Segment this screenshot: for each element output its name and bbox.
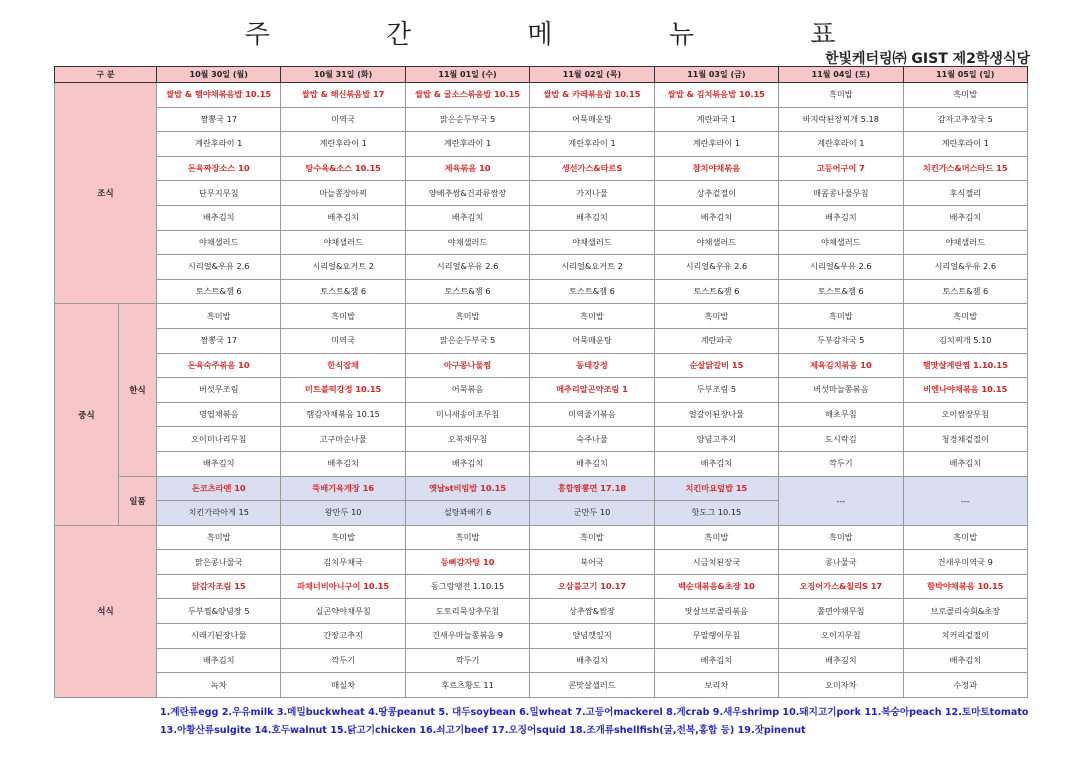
menu-item: 계란후라이 1 — [903, 132, 1027, 157]
menu-item: 오징어가스&칠리S 17 — [779, 574, 903, 599]
menu-item: 토스트&잼 6 — [157, 279, 281, 304]
menu-item: 배추김치 — [903, 205, 1027, 230]
menu-item: 미역줄기볶음 — [530, 402, 654, 427]
menu-item: 참치야채볶음 — [654, 156, 778, 181]
day-header: 11월 04일 (토) — [779, 67, 903, 83]
menu-item: 비엔나야채볶음 10.15 — [903, 378, 1027, 403]
menu-item: 토스트&잼 6 — [530, 279, 654, 304]
menu-item: 버섯무조림 — [157, 378, 281, 403]
menu-item: 배추김치 — [157, 205, 281, 230]
menu-item: 북어국 — [530, 550, 654, 575]
menu-item: 배추김치 — [281, 451, 405, 476]
menu-body — [55, 83, 1028, 698]
menu-item: 깍두기 — [779, 451, 903, 476]
menu-item: 햄맛살계란찜 1.10.15 — [903, 353, 1027, 378]
menu-item: 짬뽕국 17 — [157, 328, 281, 353]
menu-item: 맛살브로콜리볶음 — [654, 599, 778, 624]
menu-row — [55, 673, 1028, 698]
menu-item: 메추리알곤약조림 1 — [530, 378, 654, 403]
menu-item: 치킨가스&머스타드 15 — [903, 156, 1027, 181]
menu-row — [55, 451, 1028, 476]
legend-line: 13.아황산류sulgite 14.호두walnut 15.닭고기chicken 16.쇠고기beef 17.오징어squid 18.조개류shellfish(굴,전복,홍합 등) 19.잣pinenut — [160, 724, 806, 736]
menu-item: 쌀밥 & 햄야채볶음밥 10.15 — [157, 83, 281, 108]
menu-item: 매실차 — [281, 673, 405, 698]
menu-item: 쌀밥 & 해신볶음밥 17 — [281, 83, 405, 108]
menu-item: 고등어구이 7 — [779, 156, 903, 181]
menu-item: 고구마순나물 — [281, 427, 405, 452]
menu-item: 야채샐러드 — [157, 230, 281, 255]
menu-item: 아구콩나물찜 — [405, 353, 529, 378]
menu-row — [55, 132, 1028, 157]
menu-item: 배추김치 — [405, 451, 529, 476]
menu-row — [55, 156, 1028, 181]
menu-row — [55, 255, 1028, 280]
menu-item: --- — [779, 476, 903, 525]
menu-row — [55, 427, 1028, 452]
menu-item: 브로콜리숙회&초장 — [903, 599, 1027, 624]
menu-item: 제육김치볶음 10 — [779, 353, 903, 378]
day-header: 10월 30일 (월) — [157, 67, 281, 83]
menu-item: 흑미밥 — [281, 304, 405, 329]
menu-item: 배추김치 — [779, 648, 903, 673]
menu-item: 계란파국 1 — [654, 107, 778, 132]
menu-item: 얼갈이된장나물 — [654, 402, 778, 427]
menu-item: 흑미밥 — [530, 304, 654, 329]
menu-item: 청경채겉절이 — [903, 427, 1027, 452]
menu-row — [55, 402, 1028, 427]
menu-item: 배추김치 — [654, 451, 778, 476]
menu-item: 계란후라이 1 — [281, 132, 405, 157]
menu-item: 계란후라이 1 — [530, 132, 654, 157]
menu-row — [55, 107, 1028, 132]
menu-item: 야채샐러드 — [779, 230, 903, 255]
menu-row — [55, 476, 1028, 501]
menu-item: 단무지무침 — [157, 181, 281, 206]
menu-item: 양념고추지 — [654, 427, 778, 452]
menu-item: 감자고추장국 5 — [903, 107, 1027, 132]
menu-item: 상추쌈&쌈장 — [530, 599, 654, 624]
menu-item: 미니새송이조무침 — [405, 402, 529, 427]
menu-item: 흑미밥 — [903, 83, 1027, 108]
menu-item: 오삼불고기 10.17 — [530, 574, 654, 599]
menu-item: 제육볶음 10 — [405, 156, 529, 181]
menu-item: 배추김치 — [654, 648, 778, 673]
menu-item: 토스트&잼 6 — [281, 279, 405, 304]
menu-item: 토스트&잼 6 — [405, 279, 529, 304]
meal-label-breakfast: 조식 — [55, 83, 157, 304]
menu-item: 어묵볶음 — [405, 378, 529, 403]
menu-item: 시리얼&우유 2.6 — [405, 255, 529, 280]
menu-item: 도시락김 — [779, 427, 903, 452]
menu-row — [55, 525, 1028, 550]
menu-row — [55, 624, 1028, 649]
menu-item: 바지락된장찌개 5.18 — [779, 107, 903, 132]
menu-item: 쫄면야채무침 — [779, 599, 903, 624]
menu-item: 야채샐러드 — [530, 230, 654, 255]
day-header: 10월 31일 (화) — [281, 67, 405, 83]
menu-item: 후르츠황도 11 — [405, 673, 529, 698]
menu-item: 배추김치 — [654, 205, 778, 230]
meal-label-ilpum: 일품 — [119, 476, 157, 525]
menu-item: 흑미밥 — [779, 525, 903, 550]
menu-item: 시금치된장국 — [654, 550, 778, 575]
menu-item: 햄감자채볶음 10.15 — [281, 402, 405, 427]
menu-row — [55, 328, 1028, 353]
menu-item: 배추김치 — [157, 451, 281, 476]
menu-item: 야채샐러드 — [405, 230, 529, 255]
menu-item: 수정과 — [903, 673, 1027, 698]
menu-item: 배추김치 — [903, 451, 1027, 476]
menu-item: 흑미밥 — [157, 525, 281, 550]
menu-item: 순살닭갈비 15 — [654, 353, 778, 378]
menu-item: 쌀밥 & 김치볶음밥 10.15 — [654, 83, 778, 108]
menu-item: 배추김치 — [281, 205, 405, 230]
menu-item: 설탕꽈배기 6 — [405, 501, 529, 526]
menu-item: 토스트&잼 6 — [654, 279, 778, 304]
menu-item: 흑미밥 — [530, 525, 654, 550]
menu-row — [55, 550, 1028, 575]
menu-item: 오복채무침 — [405, 427, 529, 452]
menu-item: 돈육짜장소스 10 — [157, 156, 281, 181]
menu-item: 핫도그 10.15 — [654, 501, 778, 526]
menu-row — [55, 353, 1028, 378]
menu-item: 양배추쌈&건과류쌈장 — [405, 181, 529, 206]
menu-item: 콘맛살샐러드 — [530, 673, 654, 698]
day-header: 11월 02일 (목) — [530, 67, 654, 83]
menu-item: 매콤콩나물무침 — [779, 181, 903, 206]
menu-item: 숙주나물 — [530, 427, 654, 452]
menu-item: 녹차 — [157, 673, 281, 698]
menu-item: 후식젤리 — [903, 181, 1027, 206]
legend-line: 1.계란류egg 2.우유milk 3.메밀buckwheat 4.땅콩peanut 5. 대두soybean 6.밀wheat 7.고등어mackerel 8.게crab 9.새우shrimp 10.돼지고기pork 11.복숭아peach 12.토마토tomato — [160, 707, 1029, 718]
menu-item: 시리얼&우유 2.6 — [157, 255, 281, 280]
menu-row — [55, 599, 1028, 624]
menu-item: 닭감자조림 15 — [157, 574, 281, 599]
day-header: 11월 03일 (금) — [654, 67, 778, 83]
menu-item: 계란후라이 1 — [654, 132, 778, 157]
meal-label-lunch: 중식 — [55, 304, 119, 525]
menu-item: 건새우마늘쫑볶음 9 — [405, 624, 529, 649]
menu-row — [55, 648, 1028, 673]
menu-row — [55, 279, 1028, 304]
menu-item: 치킨마요덮밥 15 — [654, 476, 778, 501]
menu-item: 흑미밥 — [654, 525, 778, 550]
meal-label-korean: 한식 — [119, 304, 157, 476]
menu-item: 두부조림 5 — [654, 378, 778, 403]
menu-item: 가지나물 — [530, 181, 654, 206]
menu-item: 배추김치 — [530, 648, 654, 673]
menu-item: 버섯마늘쫑볶음 — [779, 378, 903, 403]
menu-item: 시리얼&우유 2.6 — [779, 255, 903, 280]
menu-item: 야채샐러드 — [903, 230, 1027, 255]
menu-item: 백순대볶음&초장 10 — [654, 574, 778, 599]
menu-item: 계란후라이 1 — [157, 132, 281, 157]
menu-item: 배추김치 — [530, 205, 654, 230]
menu-row — [55, 205, 1028, 230]
menu-item: --- — [903, 476, 1027, 525]
menu-item: 왕만두 10 — [281, 501, 405, 526]
menu-item: 흑미밥 — [903, 525, 1027, 550]
menu-item: 배추김치 — [779, 205, 903, 230]
menu-item: 배추김치 — [530, 451, 654, 476]
menu-item: 어묵매운탕 — [530, 328, 654, 353]
menu-item: 미역국 — [281, 328, 405, 353]
menu-item: 무말랭이무침 — [654, 624, 778, 649]
menu-item: 두부감자국 5 — [779, 328, 903, 353]
menu-item: 어묵매운탕 — [530, 107, 654, 132]
menu-item: 오이지무침 — [779, 624, 903, 649]
menu-item: 실곤약야채무침 — [281, 599, 405, 624]
menu-row — [55, 230, 1028, 255]
meal-label-dinner: 석식 — [55, 525, 157, 697]
menu-item: 흑미밥 — [779, 304, 903, 329]
menu-item: 맑은순두부국 5 — [405, 328, 529, 353]
header-row — [55, 67, 1028, 83]
menu-item: 시리얼&요거트 2 — [530, 255, 654, 280]
menu-item: 치커리겉절이 — [903, 624, 1027, 649]
menu-item: 상추겉절이 — [654, 181, 778, 206]
menu-item: 시리얼&요거트 2 — [281, 255, 405, 280]
menu-item: 명엽채볶음 — [157, 402, 281, 427]
menu-item: 시리얼&우유 2.6 — [654, 255, 778, 280]
menu-item: 등뼈감자탕 10 — [405, 550, 529, 575]
menu-item: 배추김치 — [157, 648, 281, 673]
menu-item: 두부찜&양념장 5 — [157, 599, 281, 624]
menu-item: 짬뽕국 17 — [157, 107, 281, 132]
menu-item: 맑은콩나물국 — [157, 550, 281, 575]
organization-name: 한빛케터링㈜ GIST 제2학생식당 — [824, 51, 1030, 67]
menu-item: 깍두기 — [281, 648, 405, 673]
menu-item: 오미자차 — [779, 673, 903, 698]
menu-row — [55, 304, 1028, 329]
menu-row — [55, 574, 1028, 599]
menu-item: 배추김치 — [903, 648, 1027, 673]
menu-item: 함박야채볶음 10.15 — [903, 574, 1027, 599]
menu-item: 군만두 10 — [530, 501, 654, 526]
menu-item: 파채너비아니구이 10.15 — [281, 574, 405, 599]
menu-item: 마늘쫑장아찌 — [281, 181, 405, 206]
menu-item: 오이미나리무침 — [157, 427, 281, 452]
menu-item: 도토리묵상추무침 — [405, 599, 529, 624]
menu-item: 토스트&잼 6 — [779, 279, 903, 304]
menu-item: 건새우미역국 9 — [903, 550, 1027, 575]
menu-item: 양념깻잎지 — [530, 624, 654, 649]
menu-item: 야채샐러드 — [654, 230, 778, 255]
menu-item: 깍두기 — [405, 648, 529, 673]
menu-item: 보리차 — [654, 673, 778, 698]
day-header: 11월 01일 (수) — [405, 67, 529, 83]
menu-item: 생선가스&타르S — [530, 156, 654, 181]
menu-item: 야채샐러드 — [281, 230, 405, 255]
menu-item: 계란후라이 1 — [779, 132, 903, 157]
category-header: 구 분 — [55, 67, 157, 83]
menu-item: 간장고추지 — [281, 624, 405, 649]
menu-item: 흑미밥 — [405, 525, 529, 550]
menu-item: 홍합짬뽕면 17.18 — [530, 476, 654, 501]
menu-item: 계란파국 — [654, 328, 778, 353]
menu-item: 김치무채국 — [281, 550, 405, 575]
menu-item: 쌀밥 & 굴소스볶음밥 10.15 — [405, 83, 529, 108]
day-header: 11월 05일 (일) — [903, 67, 1027, 83]
menu-item: 미트볼떡강정 10.15 — [281, 378, 405, 403]
menu-item: 계란후라이 1 — [405, 132, 529, 157]
menu-item: 오이쌈장무침 — [903, 402, 1027, 427]
weekly-menu-table — [54, 66, 1028, 698]
menu-item: 돈코츠라멘 10 — [157, 476, 281, 501]
menu-row — [55, 181, 1028, 206]
menu-item: 치킨가라아게 15 — [157, 501, 281, 526]
menu-item: 한식잡채 — [281, 353, 405, 378]
menu-item: 시래기된장나물 — [157, 624, 281, 649]
menu-item: 토스트&잼 6 — [903, 279, 1027, 304]
menu-item: 미역국 — [281, 107, 405, 132]
menu-item: 동그랑땡전 1.10.15 — [405, 574, 529, 599]
menu-row — [55, 83, 1028, 108]
menu-item: 흑미밥 — [779, 83, 903, 108]
menu-item: 옛날st비빔밥 10.15 — [405, 476, 529, 501]
menu-item: 흑미밥 — [405, 304, 529, 329]
menu-item: 동태강정 — [530, 353, 654, 378]
menu-row — [55, 378, 1028, 403]
menu-item: 흑미밥 — [903, 304, 1027, 329]
menu-item: 김치찌개 5.10 — [903, 328, 1027, 353]
allergen-legend — [160, 704, 1029, 739]
menu-item: 흑미밥 — [654, 304, 778, 329]
menu-item: 탕수육&소스 10.15 — [281, 156, 405, 181]
menu-item: 뚝배기육개장 16 — [281, 476, 405, 501]
menu-item: 콩나물국 — [779, 550, 903, 575]
menu-item: 돈육숙주볶음 10 — [157, 353, 281, 378]
menu-item: 흑미밥 — [157, 304, 281, 329]
menu-item: 쌀밥 & 카레볶음밥 10.15 — [530, 83, 654, 108]
page-title: 주 간 메 뉴 표 — [244, 20, 890, 50]
menu-item: 흑미밥 — [281, 525, 405, 550]
menu-item: 시리얼&우유 2.6 — [903, 255, 1027, 280]
menu-item: 배추김치 — [405, 205, 529, 230]
menu-item: 맑은순두부국 5 — [405, 107, 529, 132]
menu-item: 해초무침 — [779, 402, 903, 427]
